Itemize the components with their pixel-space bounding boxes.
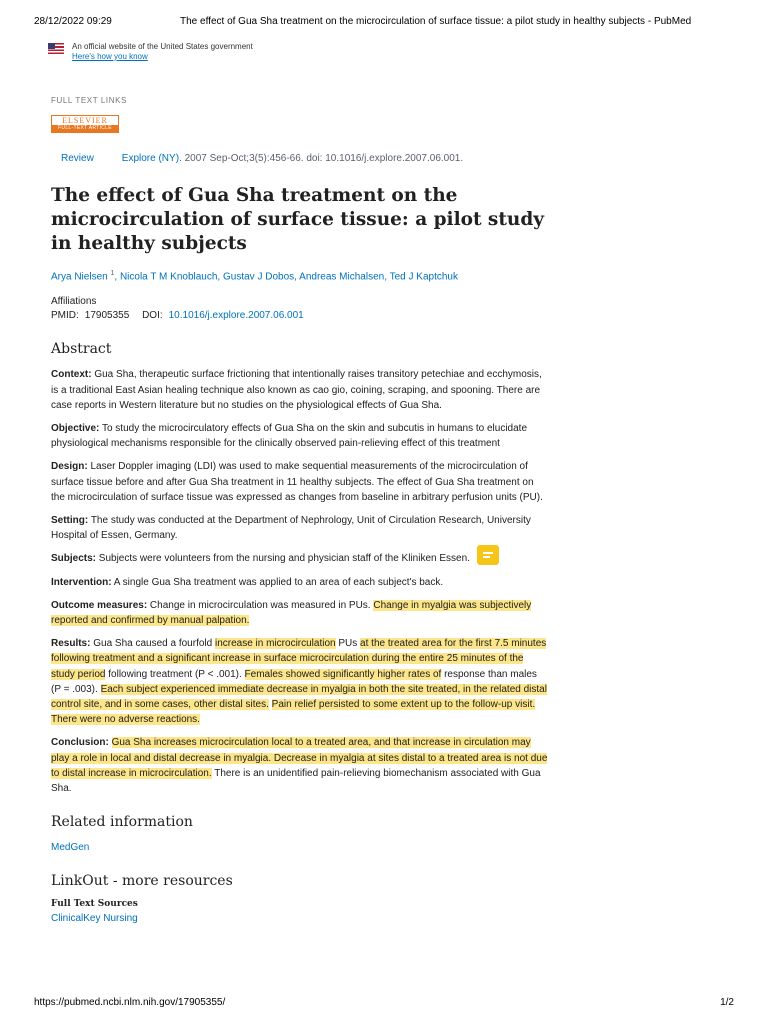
pmid-value: 17905355 — [84, 310, 130, 322]
print-footer — [34, 997, 734, 1008]
abstract-text: Change in microcirculation was measured in PUs. — [147, 599, 374, 611]
highlighted-text: Females showed significantly higher rates of — [244, 668, 442, 680]
abstract-paragraph — [51, 636, 549, 727]
highlighted-text: Change in myalgia was subjectively reported and confirmed by manual palpation. — [51, 599, 532, 626]
heres-how-you-know-link[interactable]: Here's how you know — [72, 52, 148, 61]
highlighted-text: Pain relief persisted to some extent up to the follow-up visit. There were no adverse reactions. — [51, 698, 536, 726]
abstract-section-label: Context: — [51, 369, 92, 381]
publication-type-review-link[interactable]: Review — [61, 153, 94, 164]
elsevier-full-text-button[interactable] — [51, 115, 119, 133]
abstract-text: Laser Doppler imaging (LDI) was used to make sequential measurements of the microcirculation of surface tissue before and after Gua Sha treatment in 11 healthy subjects. The effect of Gua Sha treatment on the microcirculation of surface tissue was expressed as changes from baseline in arbitrary perfusion units (PU). — [51, 461, 543, 503]
abstract-text: To study the microcirculatory effects of Gua Sha on the skin and subcutis in humans to elucidate physiological mechanisms responsible for the clinically observed pain-relieving effect of this treatment — [51, 422, 528, 450]
abstract-paragraph — [51, 598, 549, 628]
abstract-section-label: Subjects: — [51, 553, 97, 565]
author-link[interactable]: Ted J Kaptchuk — [389, 271, 458, 283]
author-link[interactable]: Gustav J Dobos — [222, 271, 295, 283]
clinicalkey-nursing-link[interactable]: ClinicalKey Nursing — [51, 913, 138, 925]
citation-line — [51, 153, 549, 164]
highlighted-text: increase in microcirculation — [214, 638, 336, 650]
abstract-paragraph — [51, 735, 549, 796]
abstract-text: Gua Sha, therapeutic surface frictioning that intentionally raises transitory petechiae and ecchymosis, is a traditional East Asian healing technique also known as cao gio, coining, scraping, and spooning. There are case reports in Western literature but no studies on the physiological effects of Gua Sha. — [51, 369, 542, 411]
gov-banner — [48, 42, 253, 62]
print-page-number: 1/2 — [720, 997, 734, 1008]
abstract-text: Gua Sha caused a fourfold — [90, 638, 215, 650]
print-page-title: The effect of Gua Sha treatment on the microcirculation of surface tissue: a pilot study in healthy subjects - PubMed — [180, 16, 692, 27]
abstract-section-label: Design: — [51, 461, 88, 473]
author-link[interactable]: Nicola T M Knoblauch — [119, 271, 218, 283]
abstract-heading: Abstract — [51, 341, 112, 358]
abstract-section-label: Outcome measures: — [51, 599, 148, 611]
abstract-text: There is an unidentified pain-relieving biomechanism associated with Gua Sha. — [51, 767, 541, 794]
gov-official-text: An official website of the United States government — [72, 42, 253, 51]
authors-list: Arya Nielsen $^1$, Nicola T M Knoblauch, Gustav J Dobos, Andreas Michalsen, Ted J Kaptchuk — [51, 270, 458, 283]
abstract-paragraph — [51, 551, 549, 566]
journal-link[interactable]: Explore (NY) — [121, 153, 180, 164]
elsevier-logo-text: ELSEVIER — [62, 116, 108, 125]
abstract-section-label: Conclusion: — [51, 737, 109, 749]
pmid-label: PMID: — [51, 310, 79, 322]
medgen-link[interactable]: MedGen — [51, 842, 90, 854]
abstract-section — [51, 341, 549, 796]
abstract-paragraph — [51, 575, 549, 590]
print-timestamp: 28/12/2022 09:29 — [34, 16, 112, 27]
author-link[interactable]: Arya Nielsen — [51, 271, 108, 283]
abstract-paragraph — [51, 513, 549, 543]
abstract-text: Subjects were volunteers from the nursing and physician staff of the Kliniken Essen. — [96, 553, 470, 565]
abstract-paragraph — [51, 459, 549, 505]
doi-link[interactable]: 10.1016/j.explore.2007.06.001 — [168, 310, 304, 322]
full-text-sources-heading: Full Text Sources — [51, 899, 138, 910]
article-meta — [51, 295, 549, 323]
abstract-paragraph — [51, 367, 549, 413]
doi-label: DOI: — [142, 310, 163, 322]
abstract-section-label: Objective: — [51, 422, 100, 434]
highlighted-text: Gua Sha increases microcirculation local to a treated area, and that increase in circulation may play a role in local and distal decrease in myalgia. Decrease in myalgia at sites distal to a treated area is not due to distal increase in microcirculation. — [51, 737, 548, 779]
highlighted-text: at the treated area for the first 7.5 minutes following treatment and a significant increase in surface microcirculation during the entire 25 minutes of the study period — [51, 638, 547, 680]
abstract-paragraph — [51, 421, 549, 451]
abstract-section-label: Results: — [51, 638, 91, 650]
us-flag-icon — [48, 43, 64, 54]
print-url: https://pubmed.ncbi.nlm.nih.gov/17905355/ — [34, 997, 226, 1008]
abstract-text: A single Gua Sha treatment was applied to an area of each subject's back. — [111, 576, 444, 588]
affiliation-marker[interactable]: 1 — [110, 270, 115, 277]
related-information-section — [51, 814, 549, 853]
abstract-text: response than males (P = .003). — [51, 668, 537, 695]
affiliations-toggle[interactable]: Affiliations — [51, 296, 97, 308]
abstract-section-label: Intervention: — [51, 576, 112, 588]
full-text-links-heading: FULL TEXT LINKS — [51, 96, 127, 105]
citation-details: . 2007 Sep-Oct;3(5):456-66. doi: 10.1016/j.explore.2007.06.001. — [179, 153, 464, 164]
abstract-text: PUs — [335, 638, 361, 650]
related-information-heading: Related information — [51, 814, 193, 831]
annotation-note-icon[interactable] — [477, 545, 499, 565]
highlighted-text: Each subject experienced immediate decrease in myalgia in both the site treated, in the related distal control site, and in some cases, other distal sites. — [51, 683, 547, 710]
article-title: The effect of Gua Sha treatment on the microcirculation of surface tissue: a pilot study in healthy subjects — [51, 185, 545, 254]
linkout-section — [51, 873, 549, 924]
elsevier-full-text-label: FULL-TEXT ARTICLE — [52, 125, 118, 132]
linkout-heading: LinkOut - more resources — [51, 873, 233, 890]
abstract-text: following treatment (P < .001). — [105, 668, 245, 680]
author-link[interactable]: Andreas Michalsen — [299, 271, 385, 283]
abstract-section-label: Setting: — [51, 514, 89, 526]
abstract-text: The study was conducted at the Department of Nephrology, Unit of Circulation Research, University Hospital of Essen, Germany. — [51, 514, 531, 542]
abstract-body — [51, 367, 549, 796]
article-main — [51, 96, 549, 924]
